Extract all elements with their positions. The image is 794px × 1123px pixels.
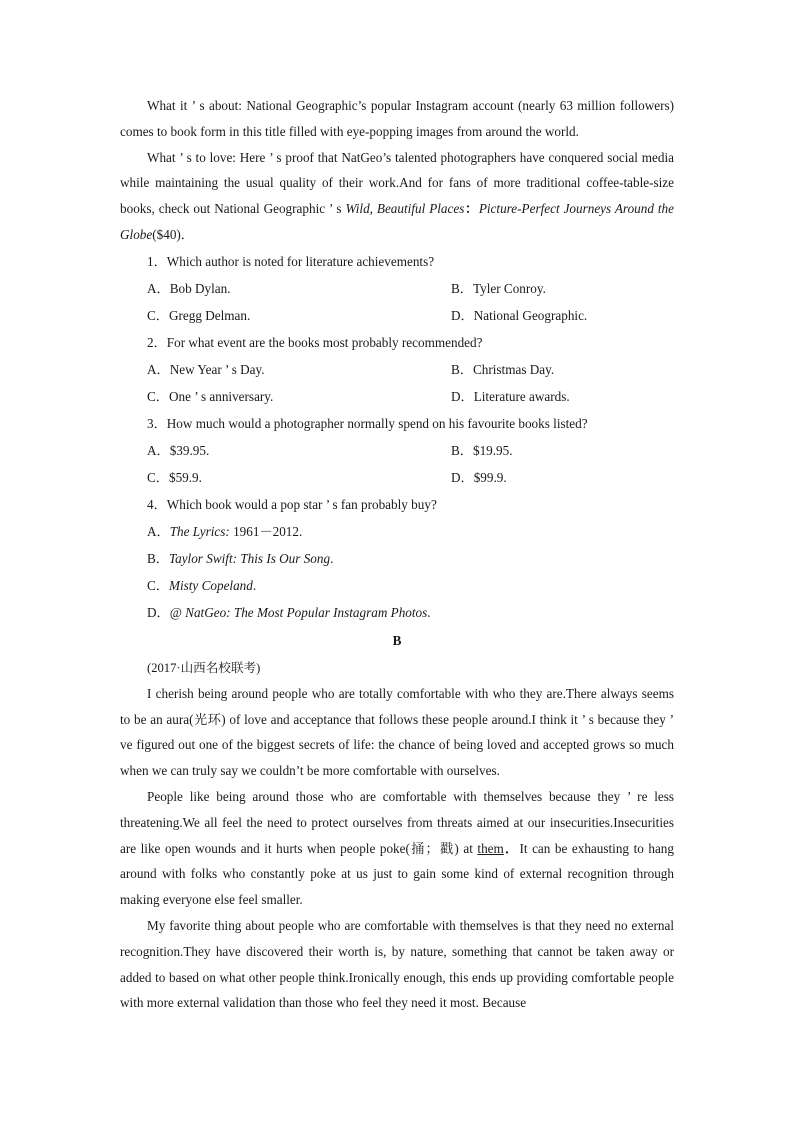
question-4-option-a	[120, 518, 674, 545]
question-2-options-row-1	[120, 356, 674, 383]
option-rest: .	[427, 604, 431, 620]
option-letter: C．	[147, 577, 169, 593]
bold-period: ．	[503, 840, 520, 856]
question-1-option-d: D．National Geographic.	[451, 307, 588, 323]
option-letter: A．	[147, 523, 170, 539]
section-b-source: (2017·山西名校联考)	[147, 660, 261, 675]
question-3-option-c: C．$59.9.	[147, 469, 202, 485]
option-letter: B．	[147, 550, 169, 566]
option-rest: .	[252, 577, 257, 593]
document-page	[120, 93, 674, 1016]
question-3-option-b: B．$19.95.	[451, 442, 513, 458]
passage-b-paragraph-1: I cherish being around people who are totally comfortable with who they are.There always seems to be an aura(光环) of love and acceptance that follows these people around.I think it ’ s because they ’ ve figured out one of the biggest secrets of life: the chance of being loved and accepted grows so much when we can truly say we couldn’t be more comfortable with ourselves.	[120, 685, 674, 779]
question-2-option-d: D．Literature awards.	[451, 388, 570, 404]
question-3-option-d: D．$99.9.	[451, 469, 507, 485]
question-1-options-row-2	[120, 302, 674, 329]
passage-b-paragraph-3: My favorite thing about people who are comfortable with themselves is that they need no external recognition.They have discovered their worth is, by nature, something that cannot be taken away or added to based on what other people think.Ironically enough, this ends up providing comfortable people with more external validation than those who feel they need it most. Because	[120, 917, 674, 1011]
passage-b-paragraph-2	[120, 784, 674, 913]
question-2-option-c: C．One ’ s anniversary.	[147, 388, 274, 404]
question-1-option-c: C．Gregg Delman.	[147, 307, 251, 323]
book-title-picture-perfect: Picture-Perfect Journeys Around the Globe	[120, 201, 674, 242]
passage-a-paragraph-2	[120, 145, 674, 248]
question-4-option-c	[120, 572, 674, 599]
question-2-option-b: B．Christmas Day.	[451, 361, 555, 377]
option-rest: 1961－2012.	[229, 523, 303, 539]
question-4-option-b	[120, 545, 674, 572]
passage-b-p2-text-end: It can be exhausting to hang around with folks who constantly poke at us just to gain some kind of external recognition through making everyone else feel smaller.	[120, 840, 674, 908]
section-b-heading: B	[392, 632, 402, 648]
question-4-stem: 4．Which book would a pop star ’ s fan probably buy?	[147, 496, 437, 512]
option-title: The Lyrics:	[169, 523, 230, 539]
question-2-options-row-2	[120, 383, 674, 410]
question-3-options-row-2	[120, 464, 674, 491]
option-title: Taylor Swift: This Is Our Song	[168, 550, 331, 566]
option-title: @ NatGeo: The Most Popular Instagram Photos	[169, 604, 428, 620]
question-2-stem: 2．For what event are the books most probably recommended?	[147, 334, 483, 350]
question-1-stem: 1．Which author is noted for literature achievements?	[147, 253, 435, 269]
question-1-option-a: A．Bob Dylan.	[147, 280, 231, 296]
underlined-word-them: them	[477, 840, 504, 856]
passage-a-p2-text: What ’ s to love: Here ’ s proof that NatGeo’s talented photographers have conquered social media while maintaining the usual quality of their work.And for fans of more traditional coffee-table-size books, check out National Geographic ’ s	[120, 149, 674, 217]
passage-b-p2-text: People like being around those who are comfortable with themselves because they ’ re less threatening.We all feel the need to protect ourselves from threats aimed at our insecurities.Insecurities are like open wounds and it hurts when people poke(捅；戳) at	[120, 788, 674, 856]
question-3-option-a: A．$39.95.	[147, 442, 210, 458]
question-2-option-a: A．New Year ’ s Day.	[147, 361, 265, 377]
passage-a-paragraph-1: What it ’ s about: National Geographic’s popular Instagram account (nearly 63 million followers) comes to book form in this title filled with eye-popping images from around the world.	[120, 98, 674, 139]
option-letter: D．	[147, 604, 170, 620]
question-1-option-b: B．Tyler Conroy.	[451, 280, 546, 296]
question-3-options-row-1	[120, 437, 674, 464]
option-title: Misty Copeland	[168, 577, 253, 593]
question-3-stem: 3．How much would a photographer normally spend on his favourite books listed?	[147, 415, 588, 431]
question-1-options-row-1	[120, 275, 674, 302]
question-4-option-d	[120, 599, 674, 626]
book-price: ($40)．	[152, 226, 194, 242]
title-colon: ：	[464, 201, 479, 217]
book-title-wild-beautiful-places: Wild, Beautiful Places	[345, 201, 465, 217]
option-rest: .	[330, 550, 334, 566]
